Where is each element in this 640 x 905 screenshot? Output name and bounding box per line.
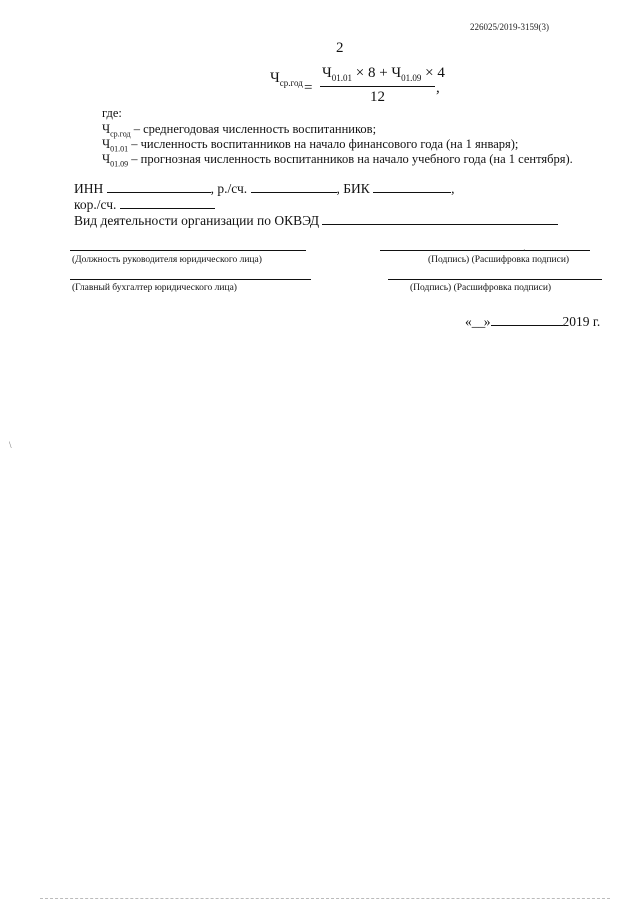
scan-mark: \ xyxy=(9,440,12,450)
head-caption: (Должность руководителя юридического лица) xyxy=(72,255,262,265)
formula-trailing-comma: , xyxy=(436,80,440,96)
bik-field[interactable] xyxy=(373,181,451,193)
accountant-sign-caption: (Подпись) (Расшифровка подписи) xyxy=(410,283,552,293)
formula-equals: = xyxy=(304,80,313,96)
formula-lhs-symbol: Ч xyxy=(270,70,280,86)
date-close-quote: » xyxy=(483,314,491,329)
bik-label: , БИК xyxy=(336,181,370,196)
okved-field[interactable] xyxy=(322,213,558,225)
requisites-row-2 xyxy=(74,197,215,213)
okved-label: Вид деятельности организации по ОКВЭД xyxy=(74,213,320,228)
formula-num-a-sub: 01.01 xyxy=(331,73,352,83)
formula-numerator xyxy=(322,65,445,83)
head-signature-line[interactable] xyxy=(380,250,590,251)
formula-num-b: Ч xyxy=(391,65,402,81)
page-number: 2 xyxy=(336,40,344,56)
accountant-line[interactable] xyxy=(70,279,311,280)
legend-item: $Ч_{01.09}$ – прогнозная численность воспитанников на начало учебного года (на 1 сентября). xyxy=(102,152,573,169)
requisites-row-1 xyxy=(74,181,455,197)
date-month-field[interactable] xyxy=(491,314,563,326)
formula-lhs-subscript: ср.год xyxy=(279,78,303,88)
head-sign-caption: (Подпись) (Расшифровка подписи) xyxy=(428,255,570,265)
date-open-quote: « xyxy=(465,314,472,329)
legend-item: $Ч_{01.01}$ – численность воспитанников на начало финансового года (на 1 января); xyxy=(102,137,519,154)
formula-num-a: Ч xyxy=(322,65,332,81)
formula-num-tail: × 4 xyxy=(421,65,445,81)
formula-num-b-sub: 01.09 xyxy=(401,73,422,83)
date-year: 2019 г. xyxy=(562,314,601,329)
rs-field[interactable] xyxy=(251,181,337,193)
requisites-row-3 xyxy=(74,213,558,229)
trail-comma: , xyxy=(451,181,455,196)
kor-field[interactable] xyxy=(120,197,215,209)
document-id: 226025/2019-3159(3) xyxy=(470,22,549,32)
rs-label: , р./сч. xyxy=(210,181,248,196)
inn-label: ИНН xyxy=(74,181,104,196)
formula-num-mid: × 8 + xyxy=(352,65,392,81)
formula-denominator: 12 xyxy=(370,89,385,105)
date-line xyxy=(465,314,600,330)
head-position-line[interactable] xyxy=(70,250,306,251)
fraction-bar xyxy=(320,86,435,87)
scan-bottom-edge xyxy=(40,898,610,899)
formula-lhs xyxy=(270,70,303,88)
legend-item: $Ч_{ср.год}$ – среднегодовая численность воспитанников; xyxy=(102,122,377,139)
inn-field[interactable] xyxy=(107,181,211,193)
date-day-field[interactable]: __ xyxy=(471,314,486,329)
kor-label: кор./сч. xyxy=(74,197,117,212)
small-tick-mark: · xyxy=(523,246,526,255)
legend-where: где: xyxy=(102,106,122,120)
accountant-caption: (Главный бухгалтер юридического лица) xyxy=(72,283,237,293)
accountant-signature-line[interactable] xyxy=(388,279,602,280)
